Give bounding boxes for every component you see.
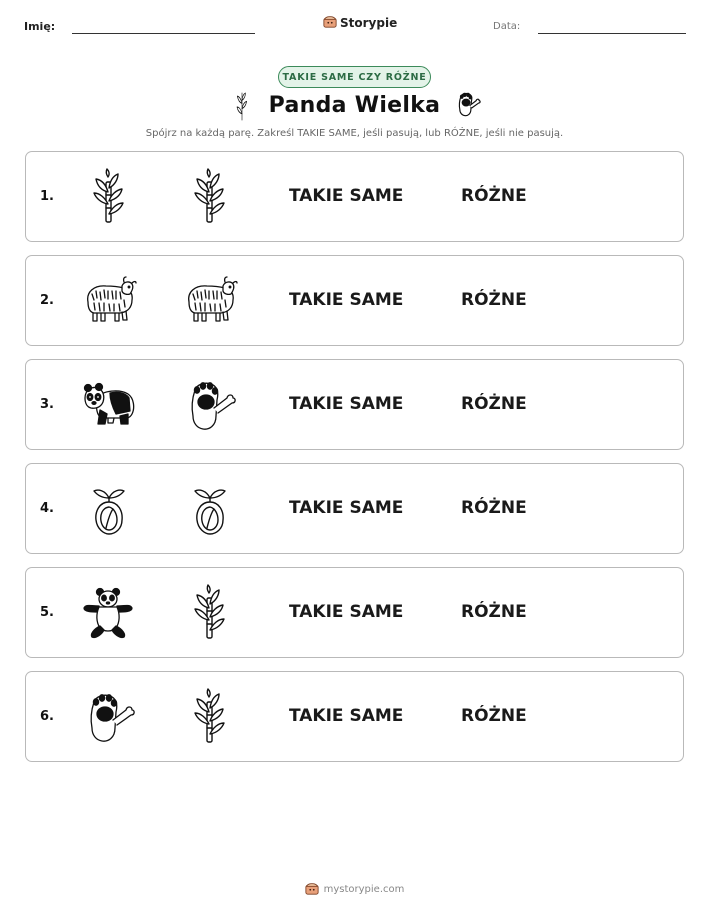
storypie-logo-icon <box>305 880 319 899</box>
page-title: Panda Wielka <box>268 93 441 118</box>
bamboo-icon <box>181 688 239 746</box>
different-option[interactable]: RÓŻNE <box>461 186 527 206</box>
same-option[interactable]: TAKIE SAME <box>289 394 404 414</box>
yak-icon <box>80 272 138 330</box>
row-number: 2. <box>40 293 54 308</box>
footer <box>0 880 709 899</box>
question-row-3 <box>25 359 684 450</box>
different-option[interactable]: RÓŻNE <box>461 706 527 726</box>
row-number: 1. <box>40 189 54 204</box>
question-row-2 <box>25 255 684 346</box>
yak-icon <box>181 272 239 330</box>
bamboo-icon <box>181 584 239 642</box>
same-option[interactable]: TAKIE SAME <box>289 602 404 622</box>
footer-url[interactable]: mystorypie.com <box>323 884 405 895</box>
row-number: 4. <box>40 501 54 516</box>
instructions: Spójrz na każdą parę. Zakreśl TAKIE SAME, jeśli pasują, lub RÓŻNE, jeśli nie pasują. <box>145 128 564 139</box>
question-row-4 <box>25 463 684 554</box>
question-row-1 <box>25 151 684 242</box>
same-option[interactable]: TAKIE SAME <box>289 290 404 310</box>
bamboo-icon <box>80 168 138 226</box>
panda-cub-icon <box>80 584 138 642</box>
different-option[interactable]: RÓŻNE <box>461 394 527 414</box>
paw-icon <box>181 376 239 434</box>
date-field[interactable] <box>538 33 686 34</box>
storypie-logo-icon <box>323 13 337 32</box>
different-option[interactable]: RÓŻNE <box>461 602 527 622</box>
row-number: 6. <box>40 709 54 724</box>
brand-logo <box>323 13 397 32</box>
row-number: 5. <box>40 605 54 620</box>
same-option[interactable]: TAKIE SAME <box>289 498 404 518</box>
same-option[interactable]: TAKIE SAME <box>289 706 404 726</box>
same-option[interactable]: TAKIE SAME <box>289 186 404 206</box>
different-option[interactable]: RÓŻNE <box>461 290 527 310</box>
question-row-5 <box>25 567 684 658</box>
paw-icon <box>454 90 482 122</box>
row-number: 3. <box>40 397 54 412</box>
seed-sprout-icon <box>80 480 138 538</box>
panda-icon <box>80 376 138 434</box>
brand-name: Storypie <box>340 15 398 30</box>
different-option[interactable]: RÓŻNE <box>461 498 527 518</box>
name-label: Imię: <box>24 20 56 33</box>
question-row-6 <box>25 671 684 762</box>
seed-sprout-icon <box>181 480 239 538</box>
name-field[interactable] <box>72 33 255 34</box>
date-label: Data: <box>493 21 521 32</box>
worksheet-type-badge: TAKIE SAME CZY RÓŻNE <box>278 66 431 88</box>
paw-icon <box>80 688 138 746</box>
bamboo-icon <box>181 168 239 226</box>
